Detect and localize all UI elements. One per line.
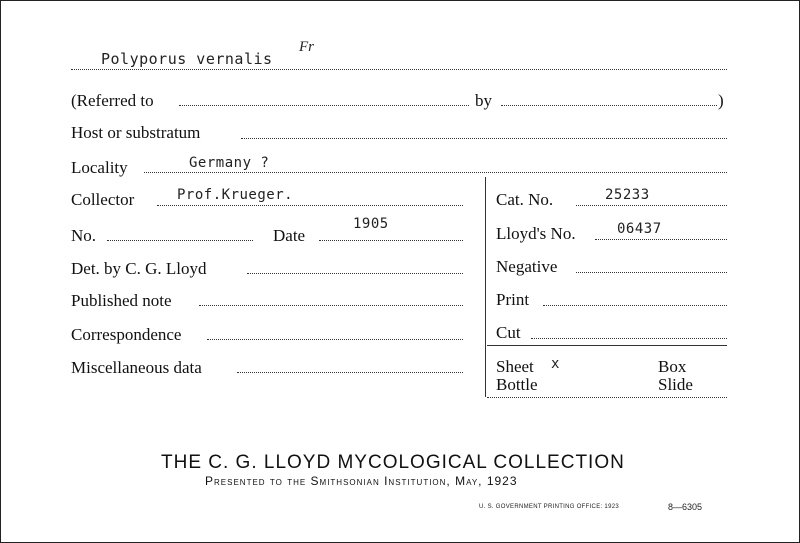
handwritten-annotation: Fr	[299, 39, 314, 55]
cat-no-line	[576, 205, 727, 206]
species-name: Polyporus vernalis	[101, 50, 273, 68]
box-bottom-line	[487, 397, 727, 398]
negative-line	[576, 272, 727, 273]
collection-subheader: Presented to the Smithsonian Institution, May, 1923	[205, 474, 518, 488]
det-by-line	[247, 273, 463, 274]
date-line	[319, 240, 463, 241]
date-value: 1905	[353, 216, 389, 232]
published-note-line	[199, 305, 463, 306]
by-label: by	[475, 91, 492, 110]
host-label: Host or substratum	[71, 123, 201, 142]
collector-label: Collector	[71, 190, 135, 209]
collector-line	[157, 205, 463, 206]
box-label: Box	[658, 357, 687, 376]
print-line	[543, 305, 727, 306]
catalog-box-divider	[485, 177, 486, 397]
slide-label: Slide	[658, 375, 693, 394]
locality-value: Germany ?	[189, 155, 270, 171]
cut-label: Cut	[496, 323, 521, 342]
bottle-label: Bottle	[496, 375, 538, 394]
date-label: Date	[273, 226, 306, 245]
referred-to-line	[179, 105, 469, 106]
cut-line	[531, 338, 727, 339]
host-line	[241, 138, 727, 139]
cat-no-label: Cat. No.	[496, 190, 554, 209]
det-by-label: Det. by C. G. Lloyd	[71, 259, 207, 278]
by-line	[501, 105, 717, 106]
lloyds-no-label: Lloyd's No.	[496, 224, 576, 243]
sheet-label: Sheet	[496, 357, 534, 376]
negative-label: Negative	[496, 257, 558, 276]
lloyds-no-line	[595, 239, 727, 240]
locality-line	[144, 172, 727, 173]
correspondence-line	[207, 339, 463, 340]
cat-no-value: 25233	[605, 187, 650, 203]
correspondence-label: Correspondence	[71, 325, 182, 344]
print-label: Print	[496, 290, 530, 309]
printing-office-imprint: U. S. GOVERNMENT PRINTING OFFICE: 1923	[479, 504, 619, 510]
referred-to-label: (Referred to	[71, 91, 154, 110]
misc-data-line	[237, 372, 463, 373]
lloyds-no-value: 06437	[617, 221, 662, 237]
misc-data-label: Miscellaneous data	[71, 358, 202, 377]
form-code: 8—6305	[668, 502, 703, 512]
no-line	[107, 240, 253, 241]
cut-divider	[487, 345, 727, 346]
locality-label: Locality	[71, 158, 128, 177]
published-note-label: Published note	[71, 291, 172, 310]
sheet-mark: x	[551, 356, 560, 372]
collector-value: Prof.Krueger.	[177, 187, 294, 203]
species-line	[71, 69, 727, 70]
close-paren: )	[718, 91, 724, 110]
no-label: No.	[71, 226, 97, 245]
collection-header: THE C. G. LLOYD MYCOLOGICAL COLLECTION	[161, 452, 625, 473]
